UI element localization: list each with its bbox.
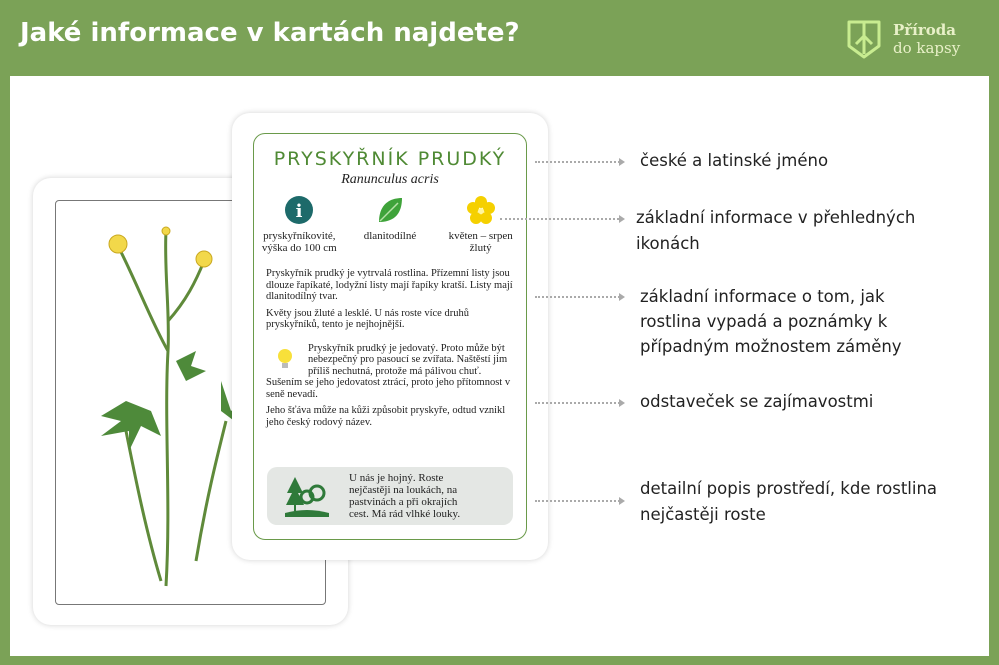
annotation-fun-facts: odstaveček se zajímavostmi bbox=[640, 392, 874, 411]
height-text: výška do 100 cm bbox=[261, 242, 337, 254]
pointer-line bbox=[535, 500, 623, 502]
forest-icon bbox=[285, 475, 329, 517]
plant-latin-name: Ranunculus acris bbox=[341, 172, 439, 187]
lightbulb-icon bbox=[270, 343, 300, 373]
flower-color: žlutý bbox=[469, 242, 492, 254]
logo bbox=[845, 18, 960, 60]
svg-text:i: i bbox=[295, 201, 303, 222]
plant-czech-name: PRYSKYŘNÍK PRUDKÝ bbox=[273, 148, 507, 170]
annotation-description: základní informace o tom, jak rostlina vypadá a poznámky k případným možnostem záměny bbox=[640, 287, 902, 356]
logo-line1: Příroda bbox=[893, 21, 956, 39]
page-title: Jaké informace v kartách najdete? bbox=[20, 18, 520, 48]
fun-fact-para-1: Pryskyřník prudký je jedovatý. Proto může být nebezpečný pro pasoucí se zvířata. Naštěstí jim příliš nechutná, protože má pálivou chuť. Sušením se jeho jedovatost ztrácí, proto jeho přítomnost v seně nevadí. bbox=[266, 342, 511, 400]
annotation-habitat: detailní popis prostředí, kde rostlina nejčastěji roste bbox=[640, 479, 938, 524]
leaf-info bbox=[350, 196, 430, 254]
info-icon bbox=[285, 196, 313, 224]
description-para-1: Pryskyřník prudký je vytrvalá rostlina. Přízemní listy jsou dlouze řapíkaté, lodyžní listy mají řapíky kratší. Listy mají dlanitodílný tvar. bbox=[266, 268, 513, 302]
flower-icon bbox=[467, 196, 495, 224]
pointer-line bbox=[535, 296, 623, 298]
habitat-box bbox=[267, 467, 513, 525]
leaf-text: dlanitodílné bbox=[363, 230, 417, 242]
card-front bbox=[232, 113, 548, 560]
flower-info bbox=[441, 196, 521, 254]
family-info bbox=[259, 196, 339, 254]
habitat-text: U nás je hojný. Roste nejčastěji na loukách, na pastvinách a při okrajích cest. Má rád vlhké louky. bbox=[349, 472, 461, 520]
logo-shield-icon bbox=[845, 18, 883, 60]
leaf-icon bbox=[376, 196, 404, 224]
pointer-line bbox=[535, 402, 623, 404]
annotation-icons: základní informace v přehledných ikonách bbox=[636, 208, 916, 253]
description-para-2: Květy jsou žluté a lesklé. U nás roste více druhů pryskyřníků, tento je nejhojnější. bbox=[266, 307, 469, 330]
annotation-name: české a latinské jméno bbox=[640, 151, 829, 170]
pointer-line bbox=[500, 218, 623, 220]
logo-line2: do kapsy bbox=[893, 39, 961, 57]
bloom-period: květen – srpen bbox=[448, 230, 513, 242]
family-text: pryskyřníkovité, bbox=[263, 230, 336, 242]
pointer-line bbox=[535, 161, 623, 163]
fun-fact-para-2: Jeho šťáva může na kůži způsobit pryskyře, odtud vznikl jeho český rodový název. bbox=[266, 405, 506, 428]
